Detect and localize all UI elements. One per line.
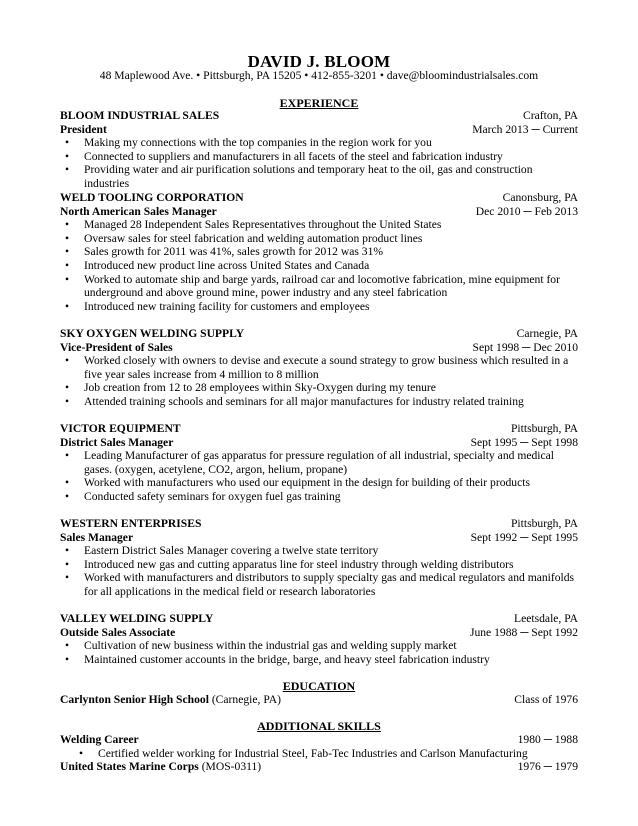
- company-location: Leetsdale, PA: [514, 612, 578, 625]
- bullet-icon: •: [65, 231, 70, 245]
- company-name: BLOOM INDUSTRIAL SALES: [60, 109, 220, 122]
- job-entry: [60, 517, 578, 599]
- job-dates: Dec 2010 ─ Feb 2013: [475, 204, 578, 218]
- skill-title: United States Marine Corps: [60, 760, 199, 774]
- job-entry: [60, 422, 578, 504]
- school-name: Carlynton Senior High School: [60, 693, 209, 706]
- bullet-icon: •: [65, 136, 70, 150]
- list-item: • Conducted safety seminars for oxygen fuel gas training: [65, 489, 341, 503]
- skills-heading: ADDITIONAL SKILLS: [257, 719, 381, 733]
- skill-dates: 1980 ─ 1988: [517, 733, 578, 746]
- graduation-year: Class of 1976: [514, 693, 578, 706]
- bullet-icon: •: [65, 299, 70, 313]
- bullet-icon: •: [65, 149, 70, 163]
- bullet-icon: •: [79, 746, 84, 760]
- list-item: • Making my connections with the top companies in the region work for you: [65, 136, 432, 150]
- bullet-icon: •: [65, 218, 70, 232]
- bullet-icon: •: [65, 354, 70, 368]
- company-location: Carnegie, PA: [516, 327, 578, 340]
- job-entry: [60, 612, 578, 666]
- skill-dates: 1976 ─ 1979: [517, 760, 578, 774]
- bullet-icon: •: [65, 652, 70, 666]
- bullet-icon: •: [65, 489, 70, 503]
- job-title: Sales Manager: [60, 530, 134, 544]
- skill-title: Welding Career: [60, 733, 139, 746]
- job-dates: Sept 1995 ─ Sept 1998: [470, 435, 578, 449]
- skills-entry: [60, 733, 578, 774]
- company-location: Pittsburgh, PA: [510, 422, 578, 435]
- list-item: • Worked with manufacturers who used our equipment in the design for building of their products: [65, 476, 530, 490]
- list-item: • Worked with manufacturers and distributors to supply specialty gas and medical regulators and manifolds for all applications in the medical field or research laboratories: [65, 571, 575, 598]
- list-item: • Introduced new product line across United States and Canada: [65, 258, 370, 272]
- bullet-icon: •: [65, 245, 70, 259]
- list-item: • Certified welder working for Industrial Steel, Fab-Tec Industries and Carlson Manufacturing: [79, 746, 528, 760]
- bullet-icon: •: [65, 476, 70, 490]
- list-item: • Managed 28 Independent Sales Representatives throughout the United States: [65, 218, 442, 232]
- list-item: • Cultivation of new business within the industrial gas and welding supply market: [65, 639, 457, 653]
- company-location: Pittsburgh, PA: [510, 517, 578, 530]
- experience-heading: EXPERIENCE: [279, 96, 359, 110]
- skill-detail: (MOS-0311): [198, 760, 262, 774]
- bullet-icon: •: [65, 544, 70, 558]
- job-dates: Sept 1998 ─ Dec 2010: [472, 340, 578, 354]
- job-title: Vice-President of Sales: [60, 340, 173, 354]
- bullet-icon: •: [65, 258, 70, 272]
- bullet-icon: •: [65, 557, 70, 571]
- list-item: • Maintained customer accounts in the bridge, barge, and heavy steel fabrication industry: [65, 652, 490, 666]
- school-location: (Carnegie, PA): [208, 693, 281, 706]
- bullet-icon: •: [65, 163, 70, 177]
- candidate-name: DAVID J. BLOOM: [247, 52, 391, 71]
- list-item: • Job creation from 12 to 28 employees within Sky-Oxygen during my tenure: [65, 381, 436, 395]
- company-location: Canonsburg, PA: [502, 191, 578, 204]
- job-title: President: [60, 122, 107, 136]
- education-entry: [60, 693, 578, 707]
- bullet-icon: •: [65, 272, 70, 286]
- job-entry: [60, 191, 578, 313]
- bullet-icon: •: [65, 394, 70, 408]
- list-item: • Providing water and air purification solutions and temporary heat to the oil, gas and construction industries: [65, 163, 533, 190]
- list-item: • Leading Manufacturer of gas apparatus for pressure regulation of all industrial, specialty and medical gases. (oxygen, acetylene, CO2, argon, helium, propane): [65, 449, 555, 476]
- job-entry: [60, 327, 578, 409]
- job-title: Outside Sales Associate: [60, 625, 176, 639]
- list-item: • Oversaw sales for steel fabrication and welding automation product lines: [65, 231, 423, 245]
- company-name: VALLEY WELDING SUPPLY: [60, 612, 214, 625]
- list-item: • Sales growth for 2011 was 41%, sales growth for 2012 was 31%: [65, 245, 384, 259]
- job-dates: March 2013 ─ Current: [472, 122, 578, 136]
- bullet-icon: •: [65, 639, 70, 653]
- list-item: • Introduced new training facility for customers and employees: [65, 299, 370, 313]
- contact-line: 48 Maplewood Ave. • Pittsburgh, PA 15205 • 412-855-3201 • dave@bloomindustrialsales.com: [99, 69, 539, 82]
- company-location: Crafton, PA: [523, 109, 578, 122]
- bullet-icon: •: [65, 449, 70, 463]
- list-item: • Worked closely with owners to devise and execute a sound strategy to grow business which resulted in a five year sales increase from 4 million to 8 million: [65, 354, 569, 381]
- education-heading: EDUCATION: [282, 679, 356, 693]
- bullet-icon: •: [65, 381, 70, 395]
- list-item: • Introduced new gas and cutting apparatus line for steel industry through welding distributors: [65, 557, 514, 571]
- job-dates: June 1988 ─ Sept 1992: [469, 625, 578, 639]
- company-name: WELD TOOLING CORPORATION: [60, 191, 244, 204]
- company-name: VICTOR EQUIPMENT: [60, 422, 181, 435]
- company-name: WESTERN ENTERPRISES: [60, 517, 202, 530]
- job-title: North American Sales Manager: [60, 204, 217, 218]
- list-item: • Worked to automate ship and barge yards, railroad car and locomotive fabrication, mine equipment for underground and above ground mine, power industry and any steel fabrication: [65, 272, 560, 300]
- list-item: • Eastern District Sales Manager covering a twelve state territory: [65, 544, 379, 558]
- list-item: • Attended training schools and seminars for all major manufactures for industry related training: [65, 394, 524, 408]
- job-dates: Sept 1992 ─ Sept 1995: [470, 530, 578, 544]
- company-name: SKY OXYGEN WELDING SUPPLY: [60, 327, 245, 340]
- job-title: District Sales Manager: [60, 435, 174, 449]
- list-item: • Connected to suppliers and manufacturers in all facets of the steel and fabrication industry: [65, 149, 503, 163]
- bullet-icon: •: [65, 571, 70, 585]
- job-entry: [60, 109, 578, 191]
